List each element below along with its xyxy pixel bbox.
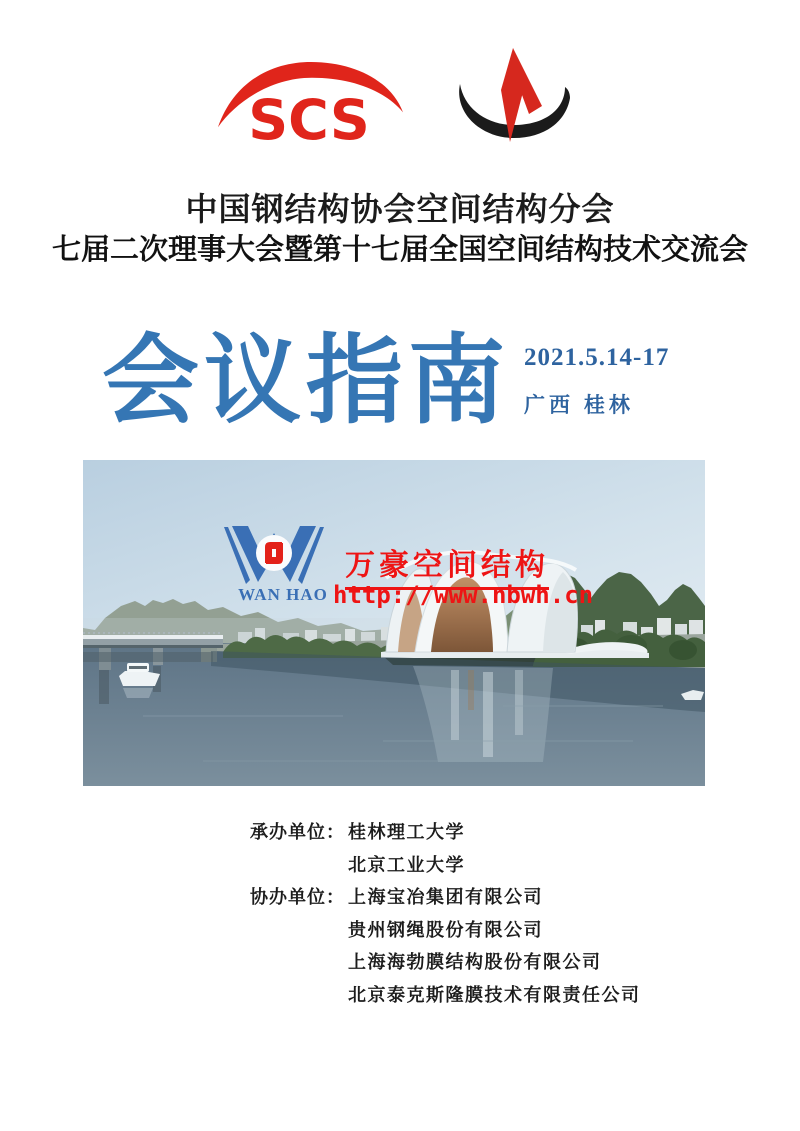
watermark-url: http://www.nbwh.cn [333, 581, 594, 609]
scs-logo [210, 56, 408, 152]
organizer-value: 北京工业大学 [348, 854, 465, 876]
organizer-value: 上海海勃膜结构股份有限公司 [348, 952, 602, 973]
association-title: 中国钢结构协会空间结构分会 [185, 191, 615, 227]
watermark-brand: 万豪空间结构 [345, 540, 549, 590]
tree-clump [669, 640, 697, 660]
organizer-row [250, 981, 670, 1014]
scs-text: SCS [248, 89, 370, 152]
organizer-label: 协办单位： [250, 887, 345, 908]
organizer-value: 北京泰克斯隆膜技术有限责任公司 [348, 984, 641, 1006]
organizer-list [250, 818, 670, 1013]
organizer-row [250, 851, 670, 884]
event-title: 七届二次理事大会暨第十七届全国空间结构技术交流会 [51, 232, 748, 266]
wanhao-logo [215, 524, 333, 586]
organizer-row [250, 883, 670, 916]
organizer-row [250, 916, 670, 949]
organizer-value: 上海宝冶集团有限公司 [348, 887, 543, 908]
wanhao-caption: WAN HAO [238, 585, 328, 604]
venue-photo [83, 460, 705, 786]
guide-date: 2021.5.14-17 [524, 344, 670, 371]
organizer-row [250, 818, 670, 851]
guide-title: 会议指南 [102, 324, 510, 437]
organizer-row [250, 948, 670, 981]
organizer-value: 桂林理工大学 [348, 822, 465, 843]
guide-location: 广西 桂林 [524, 394, 634, 417]
arrow-swoosh-logo [452, 46, 574, 150]
organizer-value: 贵州钢绳股份有限公司 [348, 919, 543, 941]
organizer-label: 承办单位： [250, 822, 345, 843]
wanhao-circle [256, 535, 292, 571]
